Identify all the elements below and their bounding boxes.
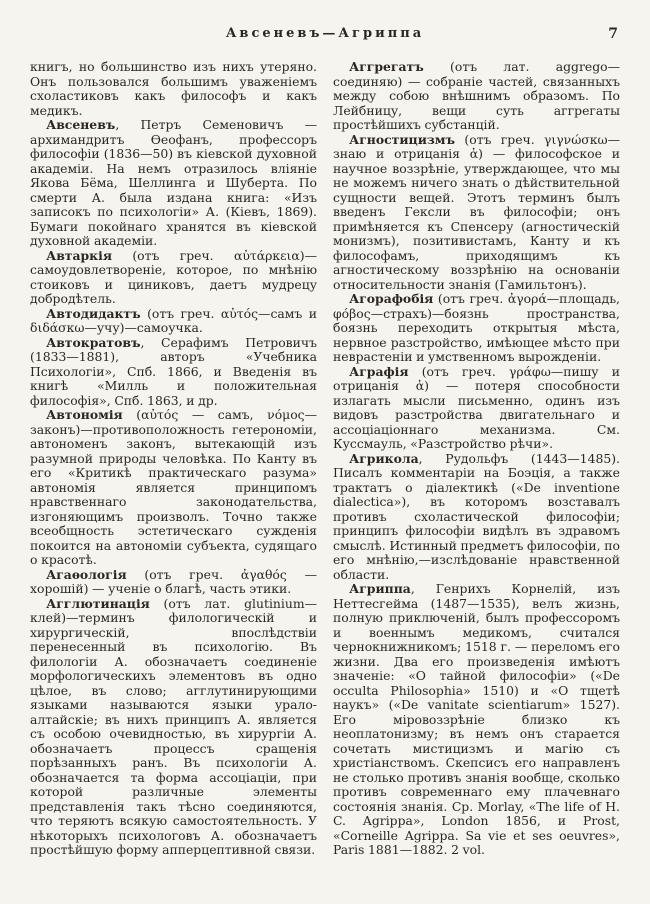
dictionary-entry xyxy=(333,365,620,452)
running-title: Авсеневъ—Агриппа xyxy=(225,26,425,41)
page-number: 7 xyxy=(608,26,618,42)
entry-headword: Аграфія xyxy=(349,363,409,379)
entry-text: , Рудольфъ (1443—1485). Писалъ комментаріи на Боэція, а также трактатъ о діалектикѣ («De inventione dialectica»), въ которомъ возставалъ противъ схоластической философіи; принципъ философіи видѣлъ въ здравомъ смыслѣ. Истинный предметъ философіи, по его мнѣнію,—изслѣдованіе нравственной области. xyxy=(333,450,620,582)
entry-text: (отъ греч. γράφω—пишу и отрицанія ἀ) — потеря способности излагать мысли письменно, одинъ изъ видовъ разстройства двигательнаго и ассоціаціоннаго механизма. См. Куссмауль, «Разстройство рѣчи». xyxy=(333,363,620,451)
dictionary-entry xyxy=(333,133,620,293)
entry-text: (отъ греч. ἀγορά—площадь, φόβος—страхъ)—боязнь пространства, боязнь переходить открытыя мѣста, нервное разстройство, имѣющее мѣсто при неврастеніи и умственномъ вырожденіи. xyxy=(333,291,620,364)
dictionary-entry xyxy=(30,249,317,307)
entry-headword: Агаѳологія xyxy=(46,566,127,582)
entry-text: (отъ лат. aggrego—соединяю) — собраніе частей, связанныхъ между собою внѣшнимъ образомъ. По Лейбницу, вещи суть аггрегаты простѣйшихъ субстанцій. xyxy=(333,59,620,132)
page-header xyxy=(30,26,620,46)
dictionary-entry xyxy=(30,597,317,858)
entry-text: , Серафимъ Петровичъ (1833—1881), авторъ «Учебника Психологіи», Спб. 1866, и Введенія въ книгѣ «Милль и положительная философія», Спб. 1863, и др. xyxy=(30,334,317,408)
entry-text: книгъ, но большинство изъ нихъ утеряно. Онъ пользовался большимъ уваженіемъ схоластиковъ какъ философъ и какъ медикъ. xyxy=(30,59,317,118)
entry-text: , Петръ Семеновичъ — архимандритъ Ѳеофанъ, профессоръ философіи (1836—50) въ кіевской духовной академіи. На немъ отразилось вліяніе Якова Бёма, Шеллинга и Шуберта. По смерти А. была издана книга: «Изъ записокъ по психологіи» А. (Кіевъ, 1869). Бумаги покойнаго хранятся въ кіевской духовной академіи. xyxy=(30,117,317,248)
entry-text: (отъ греч. αὐτάρκεια)—самоудовлетвореніе, которое, по мнѣнію стоиковъ и циниковъ, даетъ мудрецу добродѣтель. xyxy=(30,247,317,306)
text-columns xyxy=(30,60,620,858)
entry-text: (отъ лат. glutinium—клей)—терминъ филологическій и хирургическій, впослѣдствіи перенесенный въ психологію. Въ филологіи А. обозначаетъ соединеніе морфологическихъ элементовъ въ одно цѣлое, въ слово; агглутинирующими языками называются языки урало-алтайскіе; въ нихъ принципъ А. является съ особою очевидностью, въ хирургіи А. обозначаетъ процессъ сращенія порѣзанныхъ ранъ. Въ психологіи А. обозначается та форма ассоціаціи, при которой различные элементы представленія такъ тѣсно соединяются, что теряютъ всякую самостоятельность. У нѣкоторыхъ психологовъ А. обозначаетъ простѣйшую форму апперцептивной связи. xyxy=(30,595,317,857)
dictionary-entry xyxy=(30,408,317,568)
dictionary-entry xyxy=(30,568,317,597)
dictionary-entry xyxy=(30,118,317,249)
dictionary-entry xyxy=(333,452,620,583)
right-column xyxy=(333,60,620,858)
entry-headword: Агрикола xyxy=(349,450,419,466)
dictionary-entry xyxy=(333,292,620,365)
entry-headword: Агностицизмъ xyxy=(349,131,456,147)
entry-headword: Агглютинація xyxy=(46,595,150,611)
entry-headword: Автаркія xyxy=(46,247,112,263)
entry-headword: Агорафобія xyxy=(349,291,434,306)
entry-headword: Агриппа xyxy=(349,581,411,596)
dictionary-entry xyxy=(30,336,317,409)
entry-headword: Авсеневъ xyxy=(46,117,116,132)
dictionary-entry xyxy=(30,307,317,336)
entry-headword: Аггрегатъ xyxy=(349,59,424,74)
entry-headword: Автономія xyxy=(46,407,123,422)
entry-headword: Автократовъ xyxy=(46,334,141,350)
entry-text: (отъ греч. γιγνώσκω—знаю и отрицанія ἀ) — философское и научное воззрѣніе, утверждающее, что мы не можемъ ничего знать о дѣйствительной сущности вещей. Этотъ терминъ былъ введенъ Гексли въ философіи; онъ примѣняется къ Спенсеру (агностическій монизмъ), позитивистамъ, Канту и къ философамъ, приходящимъ къ агностическому воззрѣнію на основаніи относительности знанія (Гамильтонъ). xyxy=(333,131,620,292)
dictionary-entry xyxy=(333,60,620,133)
entry-text: (отъ греч. αὐτός—самъ и διδάσκω—учу)—самоучка. xyxy=(30,305,317,335)
left-column xyxy=(30,60,317,858)
entry-text: (отъ греч. ἀγαθός — хорошій) — ученіе о благѣ, часть этики. xyxy=(30,566,317,596)
entry-headword: Автодидактъ xyxy=(46,305,141,321)
dictionary-entry xyxy=(333,582,620,858)
continued-paragraph xyxy=(30,60,317,118)
entry-text: (αὐτός — самъ, νόμος—законъ)—противоположность гетерономіи, автономенъ законъ, вытекающій изъ разумной природы человѣка. По Канту въ его «Критикѣ практическаго разума» автономія является принципомъ нравственнаго законодательства, изгоняющимъ произволъ. Точно также всеобщность эстетическаго сужденія покоится на автономіи субъекта, судящаго о красотѣ. xyxy=(30,407,317,567)
entry-text: , Генрихъ Корнелій, изъ Неттесгейма (1487—1535), велъ жизнь, полную приключеній, былъ профессоромъ и военнымъ медикомъ, считался чернокнижникомъ; 1518 г. — переломъ его жизни. Два его произведенія имѣютъ значеніе: «О тайной философіи» («De occulta Philosophia» 1510) и «О тщетѣ наукъ» («De vanitate scientiarum» 1527). Его міровоззрѣніе близко къ неоплатонизму; въ немъ онъ старается сочетать мистицизмъ и магію съ христіанствомъ. Скепсисъ его направленъ не столько противъ знанія вообще, сколько противъ современнаго ему плачевнаго состоянія знанія. Ср. Morlay, «The life of H. C. Agrippa», London 1856, и Prost, «Corneille Agrippa. Sa vie et ses oeuvres», Paris 1881—1882. 2 vol. xyxy=(333,581,620,857)
